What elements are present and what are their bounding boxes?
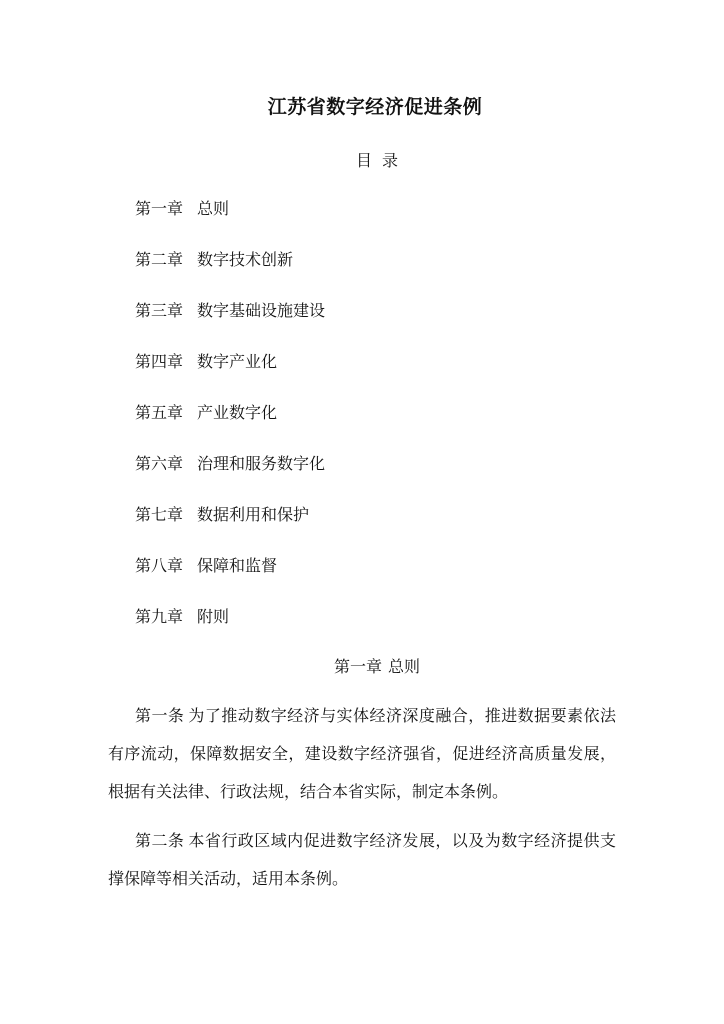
toc-chapter-number: 第二章 (135, 250, 184, 269)
toc-chapter-number: 第一章 (135, 199, 184, 218)
toc-item (135, 504, 325, 555)
toc-chapter-name: 保障和监督 (197, 556, 278, 575)
document-title: 江苏省数字经济促进条例 (267, 96, 483, 118)
toc-item (135, 606, 325, 657)
toc-chapter-name: 产业数字化 (197, 403, 278, 422)
toc-item (135, 402, 325, 453)
toc-item (135, 555, 325, 606)
toc-chapter-name: 数字基础设施建设 (197, 301, 326, 320)
toc-item (135, 351, 325, 402)
toc-chapter-number: 第六章 (135, 454, 184, 473)
toc-chapter-name: 治理和服务数字化 (197, 454, 326, 473)
toc-item (135, 249, 325, 300)
article-number: 第二条 (135, 831, 185, 850)
toc-heading-part1: 目 (355, 151, 372, 170)
toc-chapter-name: 数字产业化 (197, 352, 278, 371)
toc-item (135, 453, 325, 504)
toc-chapter-name: 附则 (197, 607, 230, 626)
article-text: 为了推动数字经济与实体经济深度融合，推进数据要素依法有序流动，保障数据安全，建设数字经济强省，促进经济高质量发展，根据有关法律、行政法规，结合本省实际，制定本条例。 (108, 706, 616, 801)
toc-item (135, 198, 325, 249)
chapter-number: 第一章 (333, 657, 382, 676)
toc-heading-part2: 录 (382, 151, 399, 170)
article-text: 本省行政区域内促进数字经济发展，以及为数字经济提供支撑保障等相关活动，适用本条例。 (108, 831, 616, 888)
table-of-contents (135, 198, 325, 657)
toc-chapter-number: 第五章 (135, 403, 184, 422)
article-number: 第一条 (135, 706, 185, 725)
chapter-name: 总则 (388, 657, 421, 676)
toc-chapter-name: 总则 (197, 199, 230, 218)
toc-heading (0, 148, 724, 171)
article-paragraph (108, 822, 616, 898)
toc-chapter-number: 第四章 (135, 352, 184, 371)
toc-chapter-name: 数字技术创新 (197, 250, 294, 269)
chapter-heading (0, 654, 724, 677)
toc-chapter-number: 第九章 (135, 607, 184, 626)
toc-chapter-number: 第三章 (135, 301, 184, 320)
toc-chapter-name: 数据利用和保护 (197, 505, 310, 524)
toc-chapter-number: 第七章 (135, 505, 184, 524)
toc-item (135, 300, 325, 351)
toc-chapter-number: 第八章 (135, 556, 184, 575)
article-paragraph (108, 697, 616, 811)
